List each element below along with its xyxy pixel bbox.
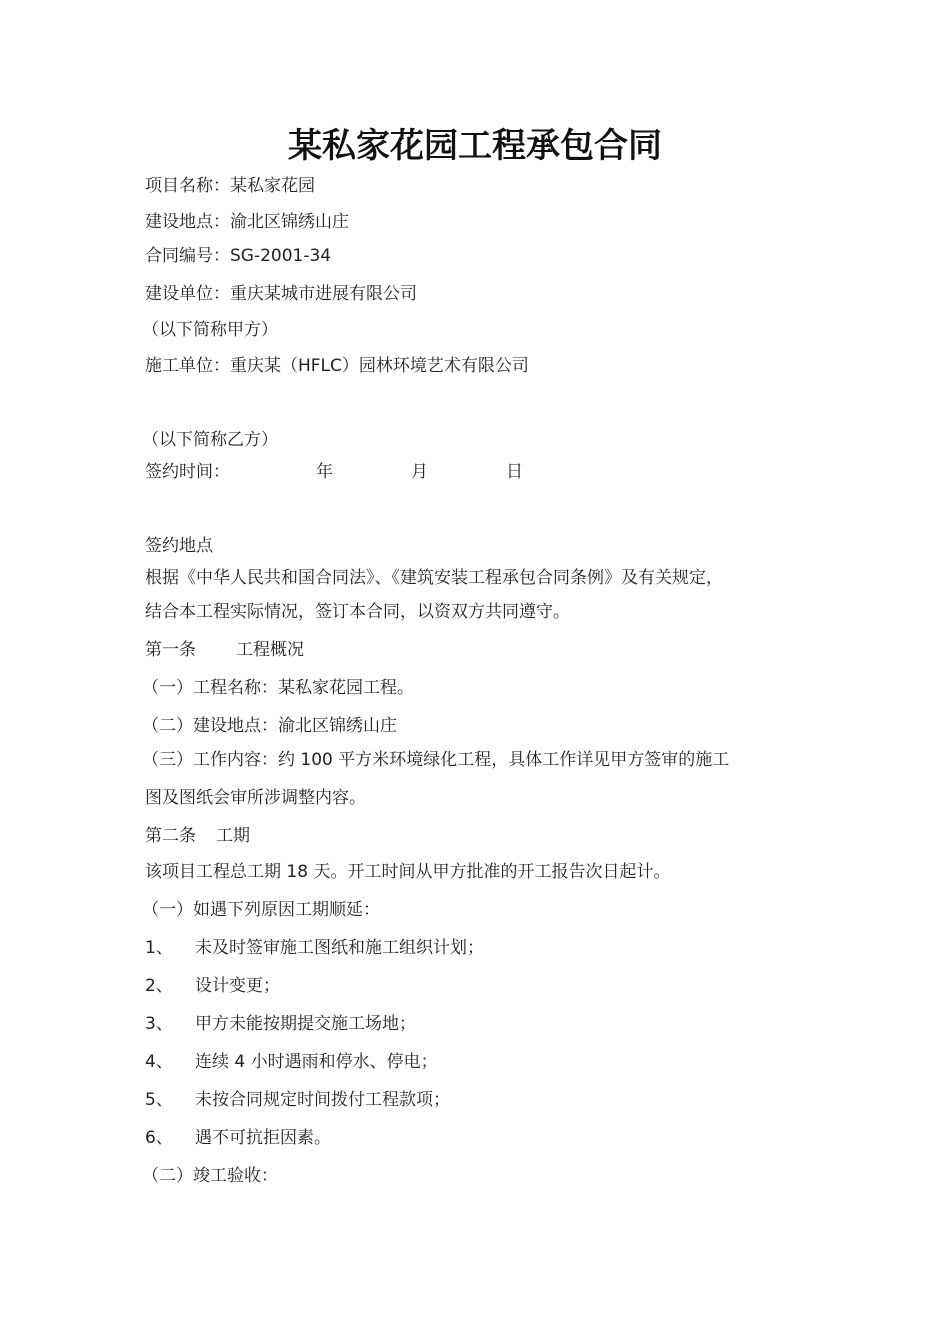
sign-time-row	[145, 460, 523, 484]
list-item	[145, 1050, 438, 1074]
article-2-title: 工期	[216, 826, 250, 846]
article-1-item: 图及图纸会审所涉调整内容。	[145, 788, 366, 808]
article-1-item: （二）建设地点：渝北区锦绣山庄	[142, 716, 397, 736]
list-number: 6、	[145, 1128, 173, 1148]
list-number: 4、	[145, 1052, 173, 1072]
sign-day: 日	[506, 462, 523, 482]
list-item	[145, 936, 484, 960]
article-2-sub-1: （一）如遇下列原因工期顺延：	[142, 900, 380, 920]
contractor-alias: （以下简称乙方）	[142, 430, 278, 450]
list-number: 2、	[145, 976, 173, 996]
sign-year: 年	[316, 462, 333, 482]
list-text: 设计变更；	[195, 976, 280, 996]
sign-month: 月	[411, 462, 428, 482]
list-item	[145, 1012, 416, 1036]
article-2-heading	[145, 824, 250, 848]
list-number: 1、	[145, 938, 173, 958]
list-number: 3、	[145, 1014, 173, 1034]
project-name: 项目名称：某私家花园	[145, 176, 315, 196]
article-2-intro: 该项目工程总工期 18 天。开工时间从甲方批准的开工报告次日起计。	[145, 862, 671, 882]
owner-alias: （以下简称甲方）	[142, 320, 278, 340]
article-2-number: 第二条	[145, 826, 196, 846]
construction-location: 建设地点：渝北区锦绣山庄	[145, 212, 349, 232]
sign-time-label: 签约时间：	[145, 462, 230, 482]
list-text: 未按合同规定时间拨付工程款项；	[195, 1090, 450, 1110]
preamble-line-1: 根据《中华人民共和国合同法》、《建筑安装工程承包合同条例》及有关规定，	[145, 568, 723, 588]
article-2-sub-2: （二）竣工验收：	[142, 1166, 278, 1186]
article-1-heading	[145, 638, 304, 662]
contract-number: 合同编号：SG-2001-34	[145, 246, 332, 266]
list-item	[145, 1126, 331, 1150]
list-number: 5、	[145, 1090, 173, 1110]
article-1-item: （一）工程名称：某私家花园工程。	[142, 678, 414, 698]
article-1-title: 工程概况	[236, 640, 304, 660]
list-item	[145, 974, 280, 998]
list-text: 甲方未能按期提交施工场地；	[195, 1014, 416, 1034]
article-1-number: 第一条	[145, 640, 196, 660]
sign-place: 签约地点	[145, 536, 213, 556]
list-text: 连续 4 小时遇雨和停水、停电；	[195, 1052, 438, 1072]
contractor-unit: 施工单位：重庆某（HFLC）园林环境艺术有限公司	[145, 356, 529, 376]
owner-unit: 建设单位：重庆某城市进展有限公司	[145, 284, 417, 304]
list-item	[145, 1088, 450, 1112]
preamble-line-2: 结合本工程实际情况，签订本合同，以资双方共同遵守。	[145, 602, 570, 622]
document-title: 某私家花园工程承包合同	[288, 126, 662, 166]
article-1-item: （三）工作内容：约 100 平方米环境绿化工程，具体工作详见甲方签审的施工	[142, 750, 730, 770]
list-text: 遇不可抗拒因素。	[195, 1128, 331, 1148]
list-text: 未及时签审施工图纸和施工组织计划；	[195, 938, 484, 958]
